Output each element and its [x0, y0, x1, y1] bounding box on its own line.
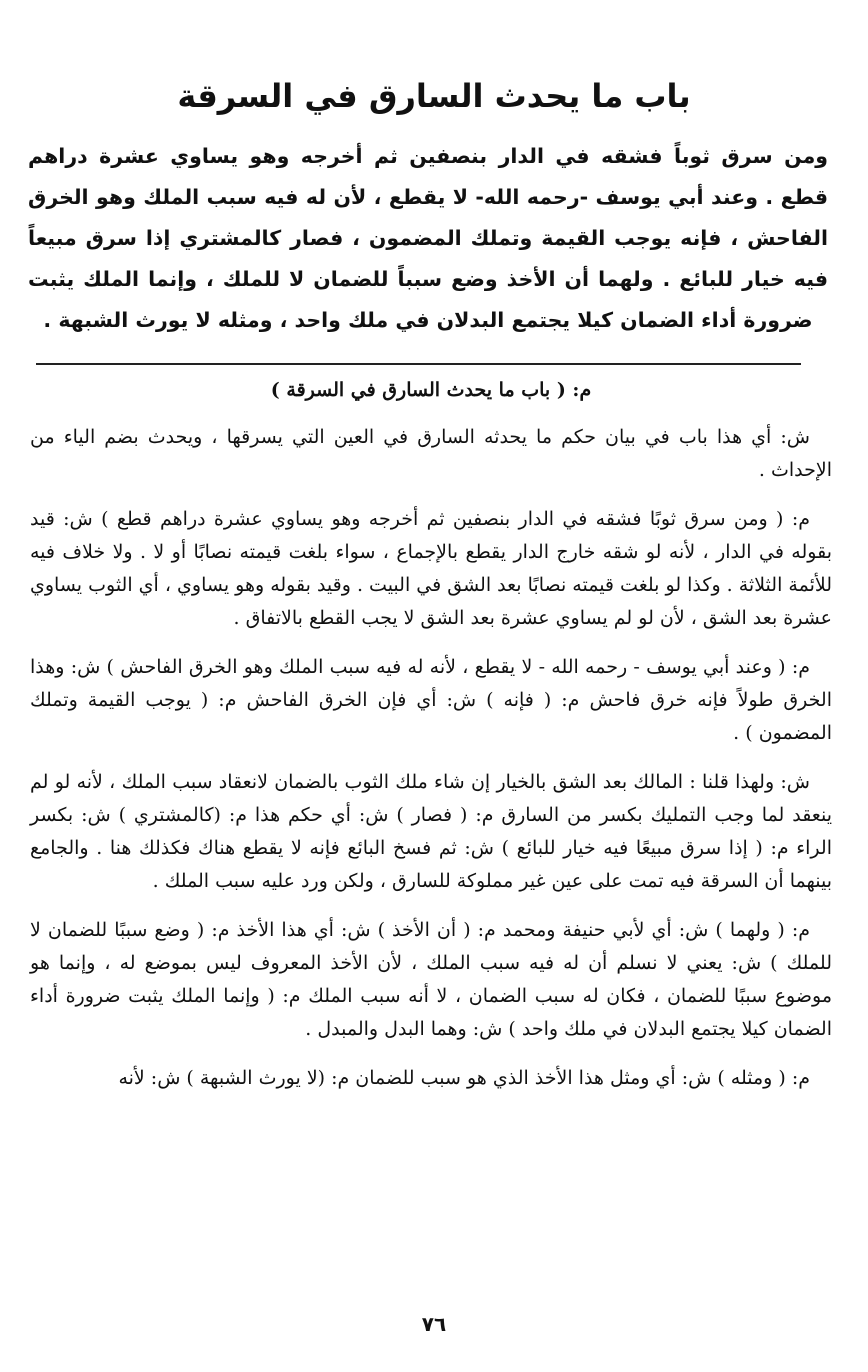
separator-line: [36, 363, 801, 365]
commentary-paragraph: م: ( وعند أبي يوسف - رحمه الله - لا يقطع ، لأنه له فيه سبب الملك وهو الخرق الفاحش ) ش: وهذا الخرق طولاً فإنه خرق فاحش م: ( فإنه ) ش: أي فإن الخرق الفاحش م: ( يوجب القيمة وتملك المضمون ) .: [30, 656, 832, 744]
commentary-paragraph: م: ( ولهما ) ش: أي لأبي حنيفة ومحمد م: ( أن الأخذ ) ش: أي هذا الأخذ م: ( وضع سببًا للضمان لا للملك ) ش: يعني لا نسلم أن له فيه سبب الملك ، لأن الأخذ المعروف ليس بموضع له ، وإنما هو موضوع سببًا للضمان ، فكان له سبب الضمان ، لا أنه سبب الملك م: ( وإنما الملك يثبت ضرورة أداء الضمان كيلا يجتمع البدلان في ملك واحد ) ش: وهما البدل والمبدل .: [30, 919, 832, 1040]
page-number: ٧٦: [421, 1312, 447, 1336]
chapter-title: باب ما يحدث السارق في السرقة: [177, 77, 691, 115]
commentary-paragraph: م: ( ومن سرق ثوبًا فشقه في الدار بنصفين ثم أخرجه وهو يساوي عشرة دراهم قطع ) ش: قيد بقوله في الدار ، لأنه لو شقه خارج الدار يقطع بالإجماع ، سواء بلغت قيمته نصابًا أو لا . ولا خلاف فيه للأئمة الثلاثة . وكذا لو بلغت قيمته نصابًا بعد الشق في البيت . وقيد بقوله وهو يساوي ، أي الثوب يساوي عشرة بعد الشق ، لأن لو لم يساوي عشرة بعد الشق لا يجب القطع بالاتفاق .: [30, 508, 832, 629]
matn-text: ومن سرق ثوباً فشقه في الدار بنصفين ثم أخرجه وهو يساوي عشرة دراهم قطع . وعند أبي يوسف -رحمه الله- لا يقطع ، لأن له فيه سبب الملك وهو الخرق الفاحش ، فإنه يوجب القيمة وتملك المضمون ، فصار كالمشتري إذا سرق مبيعاً فيه خيار للبائع . ولهما أن الأخذ وضع سبباً للضمان لا للملك ، وإنما الملك يثبت ضرورة أداء الضمان كيلا يجتمع البدلان في ملك واحد ، ومثله لا يورث الشبهة .: [28, 144, 828, 332]
commentary-section: [30, 374, 832, 1111]
commentary-paragraph: ش: ولهذا قلنا : المالك بعد الشق بالخيار إن شاء ملك الثوب بالضمان لانعقاد سبب الملك ، لأنه لو لم ينعقد لما وجب التمليك بكسر من السارق م: ( فصار ) ش: أي حكم هذا م: (كالمشتري ) ش: بكسر الراء م: ( إذا سرق مبيعًا فيه خيار للبائع ) ش: ثم فسخ البائع فإنه لا يقطع هناك فكذلك هنا . والجامع بينهما أن السرقة فيه تمت على عين غير مملوكة للسارق ، ولكن ورد عليه سبب الملك .: [30, 771, 832, 892]
commentary-heading: م: ( باب ما يحدث السارق في السرقة ): [270, 379, 592, 401]
commentary-paragraph: م: ( ومثله ) ش: أي ومثل هذا الأخذ الذي هو سبب للضمان م: (لا يورث الشبهة ) ش: لأنه: [118, 1067, 810, 1089]
commentary-paragraph: ش: أي هذا باب في بيان حكم ما يحدثه السارق في العين التي يسرقها ، ويحدث بضم الياء من الإحداث .: [30, 426, 832, 481]
